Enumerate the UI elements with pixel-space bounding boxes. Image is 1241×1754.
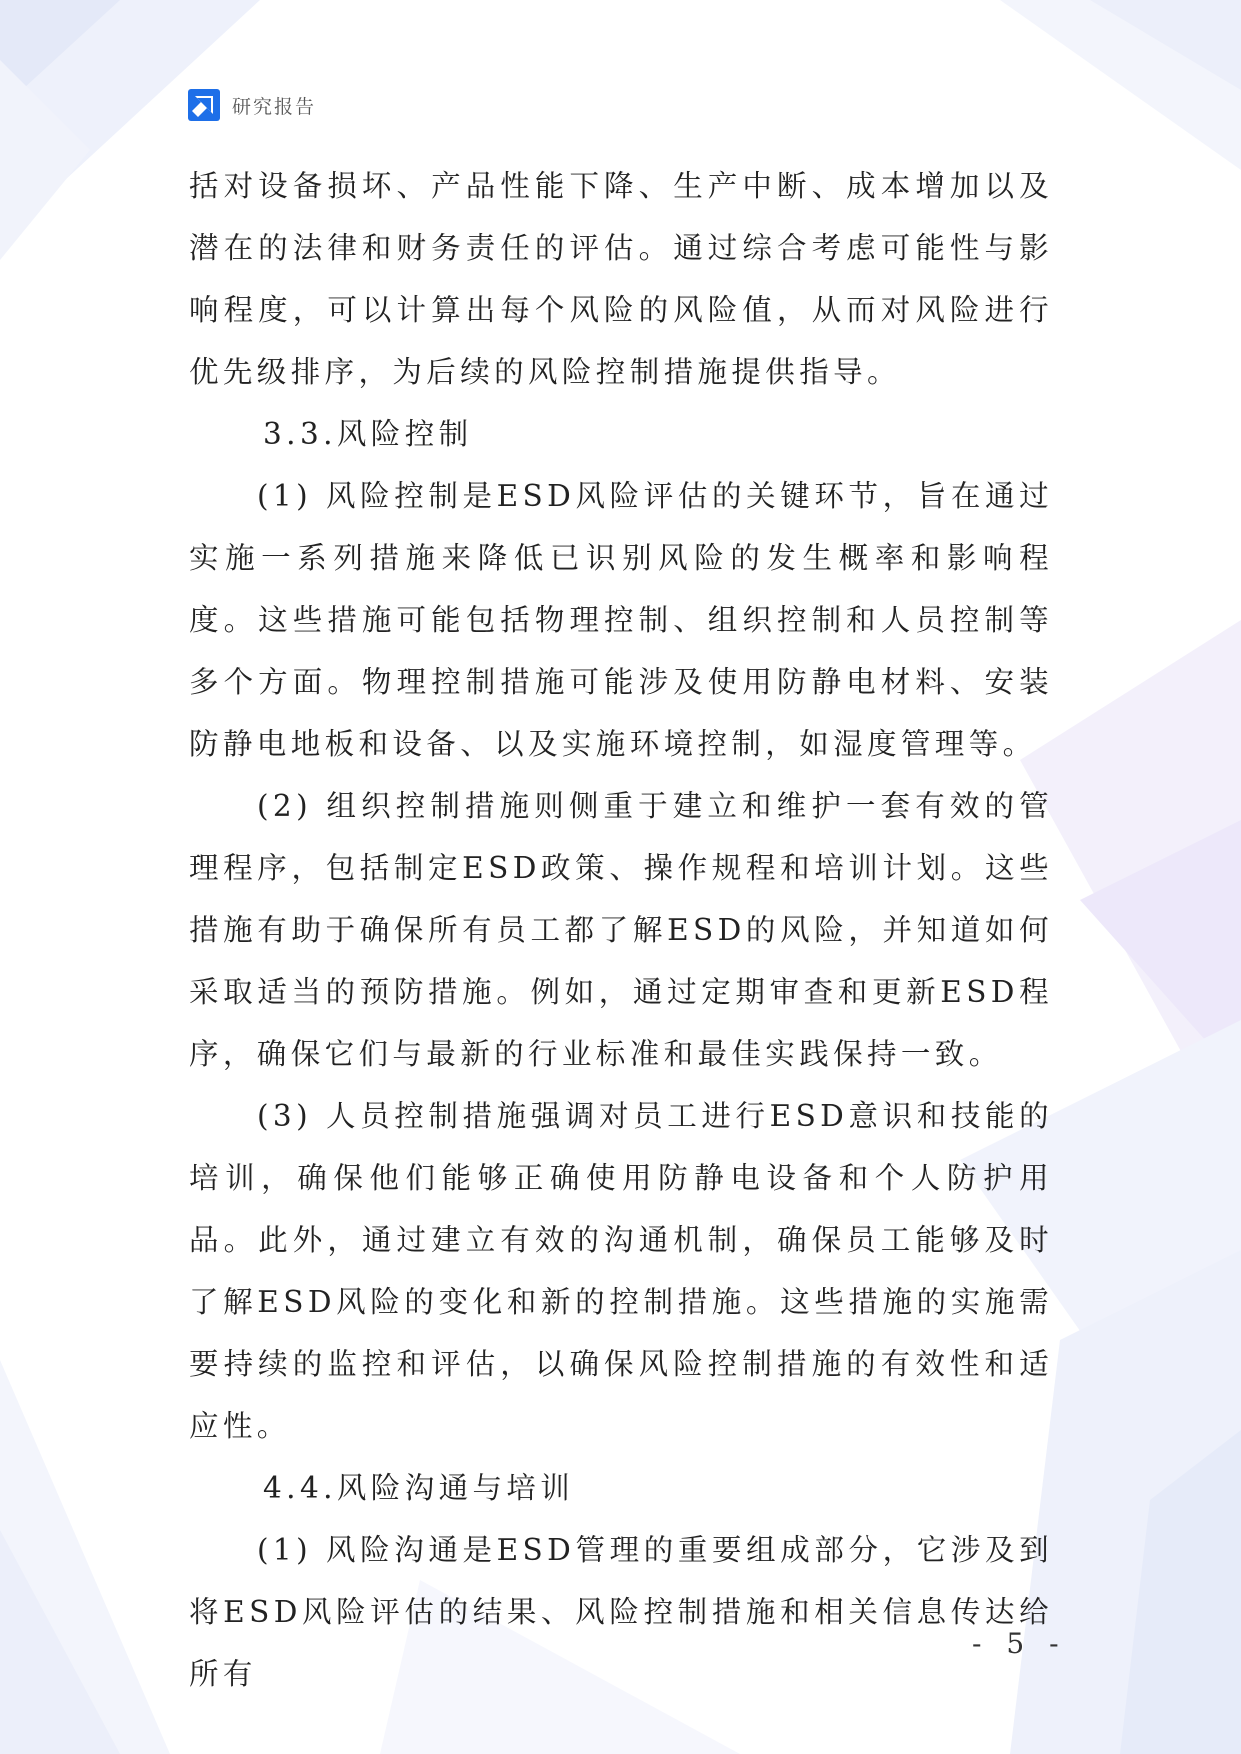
section-heading-risk-control: 3.3.风险控制 (263, 417, 473, 451)
paragraph: (1) 风险沟通是ESD管理的重要组成部分，它涉及到将ESD风险评估的结果、风险控制措施和相关信息传达给所有 (189, 1533, 1053, 1691)
report-header (188, 88, 316, 122)
section-heading-risk-communication: 4.4.风险沟通与培训 (263, 1471, 575, 1505)
paragraph-continued: 括对设备损坏、产品性能下降、生产中断、成本增加以及潜在的法律和财务责任的评估。通过综合考虑可能性与影响程度，可以计算出每个风险的风险值，从而对风险进行优先级排序，为后续的风险控制措施提供指导。 (189, 169, 1053, 389)
paragraph: (3) 人员控制措施强调对员工进行ESD意识和技能的培训，确保他们能够正确使用防静电设备和个人防护用品。此外，通过建立有效的沟通机制，确保员工能够及时了解ESD风险的变化和新的控制措施。这些措施的实施需要持续的监控和评估，以确保风险控制措施的有效性和适应性。 (189, 1099, 1053, 1443)
document-body (189, 155, 1053, 1705)
paragraph: (2) 组织控制措施则侧重于建立和维护一套有效的管理程序，包括制定ESD政策、操作规程和培训计划。这些措施有助于确保所有员工都了解ESD的风险，并知道如何采取适当的预防措施。例如，通过定期审查和更新ESD程序，确保它们与最新的行业标准和最佳实践保持一致。 (189, 789, 1053, 1071)
paragraph: (1) 风险控制是ESD风险评估的关键环节，旨在通过实施一系列措施来降低已识别风险的发生概率和影响程度。这些措施可能包括物理控制、组织控制和人员控制等多个方面。物理控制措施可能涉及使用防静电材料、安装防静电地板和设备、以及实施环境控制，如湿度管理等。 (189, 479, 1053, 761)
page-number: - 5 - (972, 1627, 1067, 1660)
header-title: 研究报告 (232, 95, 317, 118)
arrow-up-right-icon (188, 89, 220, 121)
